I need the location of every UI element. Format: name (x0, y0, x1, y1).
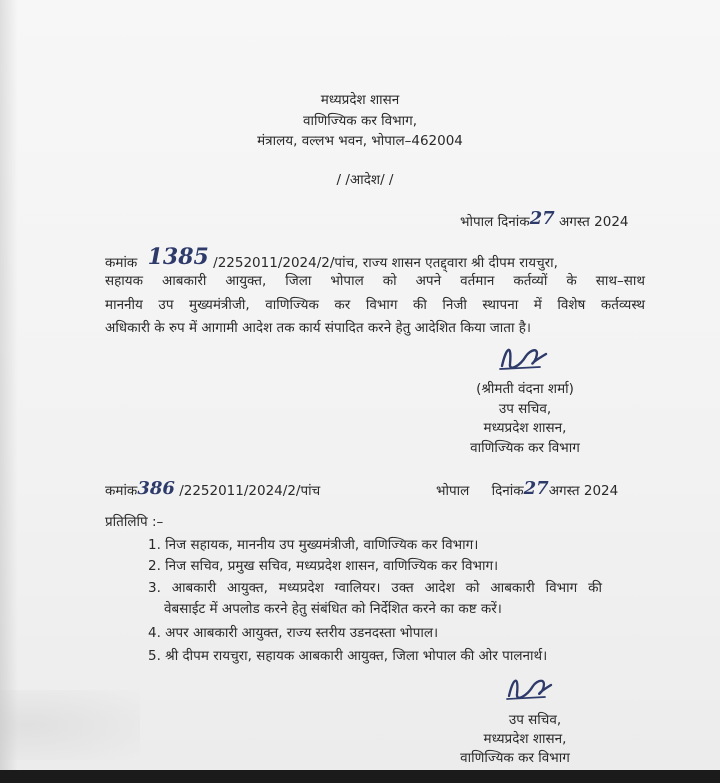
bottom-edge (0, 770, 720, 783)
signatory2-org2: वाणिज्यिक कर विभाग (460, 750, 570, 766)
header-line-dept: वाणिज्यिक कर विभाग, (302, 113, 418, 129)
copy-item-3-cont: वेबसाईट में अपलोड करने हेतु संबंधित को निर्देशित करने का कष्ट करें। (164, 601, 502, 617)
order1-ref: /2252011/2024/2/पांच, राज्य शासन एतद्द्वारा श्री दीपम रायचुरा, (213, 255, 558, 271)
order2-date-prefix: भोपाल (436, 483, 470, 499)
order-number-handwritten: 1385 (147, 244, 209, 270)
signatory2-designation: उप सचिव, (508, 712, 562, 728)
date-prefix: भोपाल दिनांक (460, 214, 530, 230)
order1-line4: अधिकारी के रुप में आगामी आदेश तक कार्य संपादित करने हेतु आदेशित किया जाता है। (105, 320, 532, 336)
copy-item-4: 4. अपर आबकारी आयुक्त, राज्य स्तरीय उडनदस्ता भोपाल। (148, 625, 439, 641)
redacted-area (0, 690, 140, 760)
order2-ref: /2252011/2024/2/पांच (179, 483, 321, 499)
order1-line2: सहायक आबकारी आयुक्त, जिला भोपाल को अपने वर्तमान कर्तव्यों के साथ–साथ (105, 273, 645, 289)
order2-date-suffix: अगस्त 2024 (548, 483, 619, 499)
signature-1 (496, 336, 556, 376)
signatory1-org2: वाणिज्यिक कर विभाग (470, 440, 580, 456)
order2-day-handwritten: 27 (523, 478, 549, 499)
date-suffix: अगस्त 2024 (558, 214, 629, 230)
header-line-govt: मध्यप्रदेश शासन (320, 92, 400, 108)
order1-line3: माननीय उप मुख्यमंत्रीजी, वाणिज्यिक कर विभाग की निजी स्थापना में विशेष कर्तव्यस्थ (105, 297, 645, 313)
copy-item-2: 2. निज सचिव, प्रमुख सचिव, मध्यप्रदेश शासन, वाणिज्यिक कर विभाग। (148, 558, 499, 574)
signatory2-org1: मध्यप्रदेश शासन, (483, 731, 567, 747)
header-line-address: मंत्रालय, वल्लभ भवन, भोपाल–462004 (257, 133, 463, 149)
signatory1-designation: उप सचिव, (498, 401, 552, 417)
order2-number-line (105, 478, 321, 499)
order2-date (436, 478, 619, 499)
copy-item-3: 3. आबकारी आयुक्त, मध्यप्रदेश ग्वालियर। उक्त आदेश को आबकारी विभाग की (148, 580, 602, 596)
signatory1-name: (श्रीमती वंदना शर्मा) (476, 381, 574, 397)
date-day-handwritten: 27 (529, 208, 555, 229)
order-date (460, 208, 629, 230)
signatory1-org1: मध्यप्रदेश शासन, (483, 420, 567, 436)
order2-date-label: दिनांक (491, 483, 524, 499)
kramank2-label: कमांक (105, 483, 138, 499)
order2-number-handwritten: 386 (137, 478, 175, 499)
copy-label: प्रतिलिपि :– (105, 514, 164, 530)
copy-item-5: 5. श्री दीपम रायचुरा, सहायक आबकारी आयुक्त, जिला भोपाल की ओर पालनार्थ। (148, 648, 548, 664)
kramank-label: कमांक (105, 255, 138, 271)
order-title: / /आदेश/ / (336, 172, 394, 188)
signature-2 (503, 668, 559, 706)
order1-line1 (105, 244, 645, 271)
page-shadow (0, 0, 18, 770)
copy-item-1: 1. निज सहायक, माननीय उप मुख्यमंत्रीजी, वाणिज्यिक कर विभाग। (148, 537, 479, 553)
